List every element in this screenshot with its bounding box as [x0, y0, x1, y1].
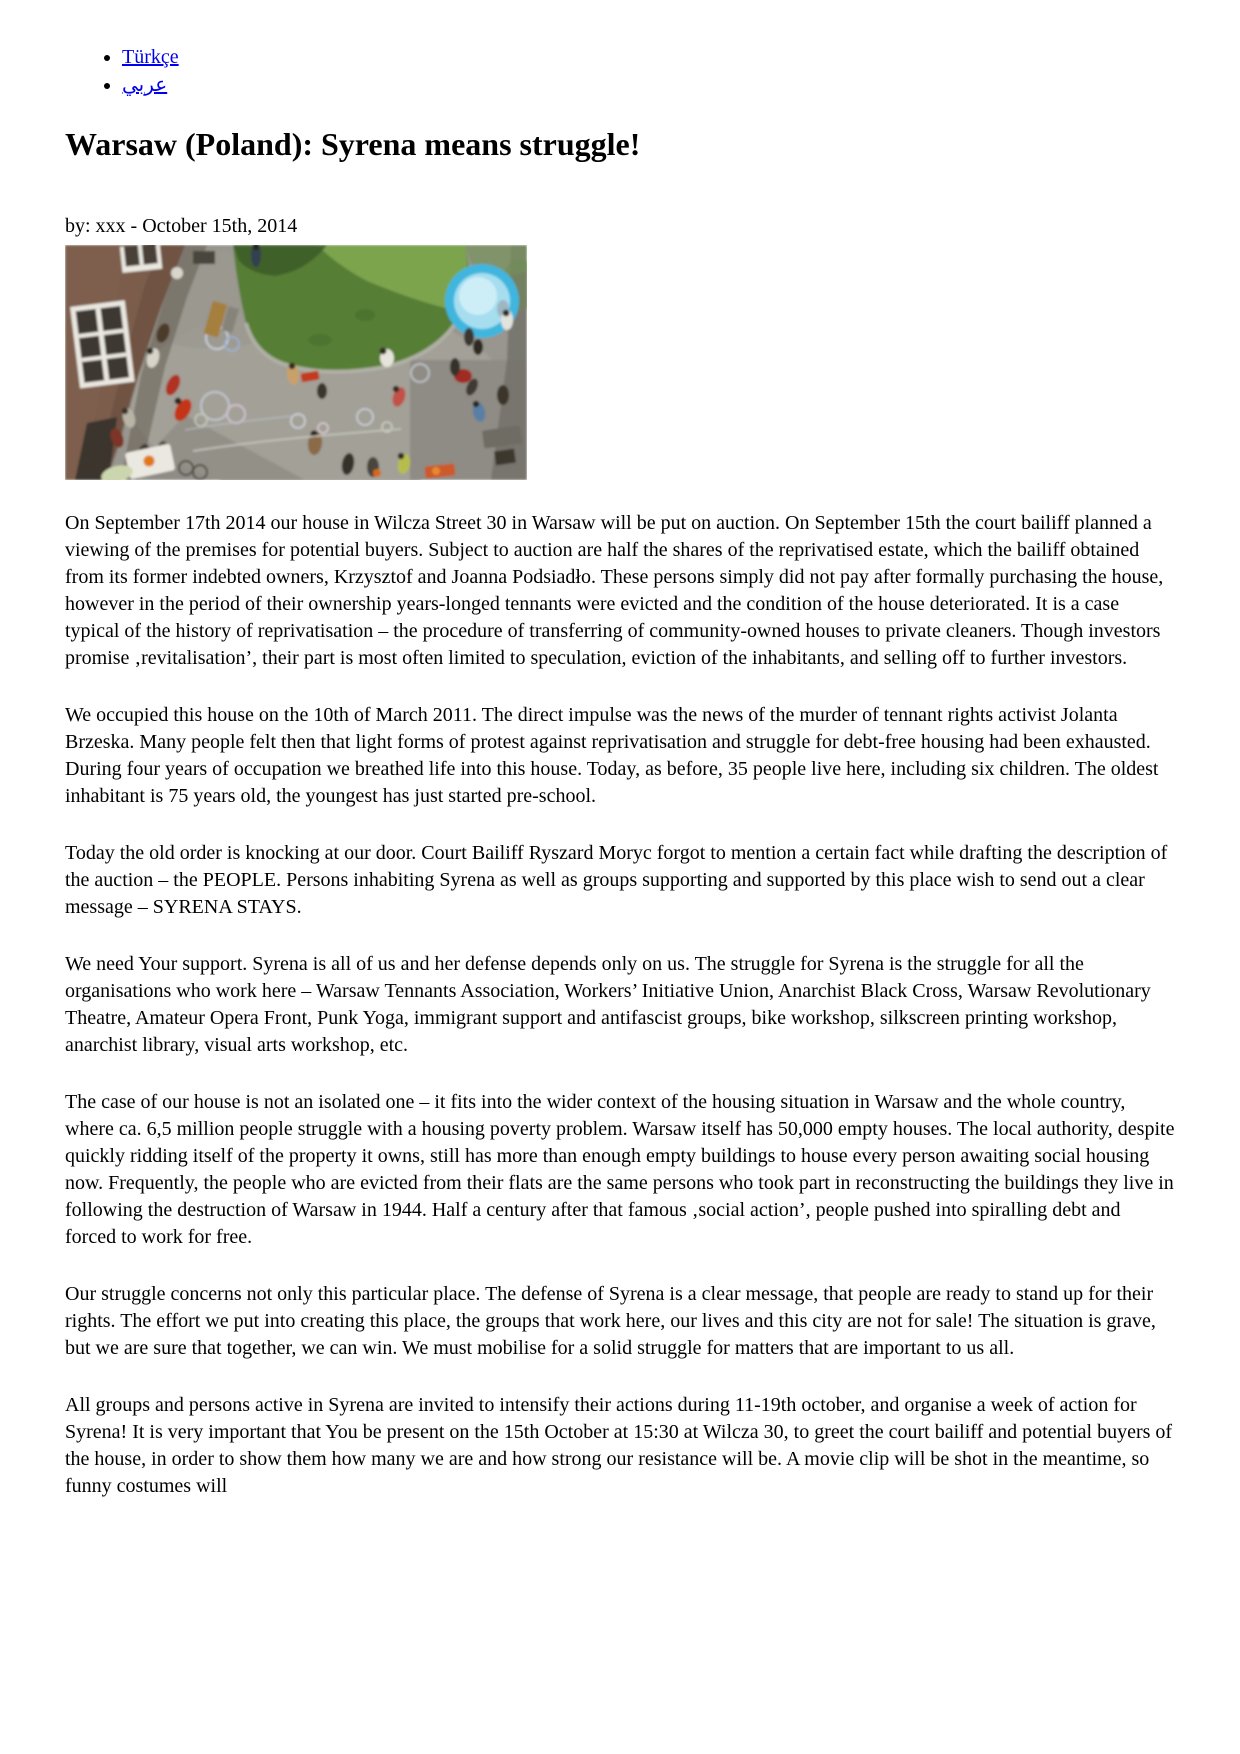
byline: by: xxx - October 15th, 2014: [65, 215, 298, 238]
language-list-item: [122, 44, 1175, 71]
paragraph: Today the old order is knocking at our door. Court Bailiff Ryszard Moryc forgot to mention a certain fact while drafting the description of the auction – the PEOPLE. Persons inhabiting Syrena as well as groups supporting and supported by this place wish to send out a clear message – SYRENA STAYS.: [65, 842, 1168, 919]
article-photo: [65, 245, 527, 480]
paragraph: All groups and persons active in Syrena are invited to intensify their actions during 11-19th october, and organise a week of action for Syrena! It is very important that You be present on the 15th October at 15:30 at Wilcza 30, to greet the court bailiff and potential buyers of the house, in order to show them how many we are and how strong our resistance will be. A movie clip will be shot in the meantime, so funny costumes will: [65, 1394, 1173, 1498]
language-list-item: [122, 72, 1175, 99]
article-body: [65, 510, 1175, 1500]
language-link-arabic[interactable]: عربي: [122, 74, 168, 96]
courtyard-photo-illustration: [65, 245, 527, 480]
paragraph: We need Your support. Syrena is all of us and her defense depends only on us. The struggle for Syrena is the struggle for all the organisations who work here – Warsaw Tennants Association, Workers’ Initiative Union, Anarchist Black Cross, Warsaw Revolutionary Theatre, Amateur Opera Front, Punk Yoga, immigrant support and antifascist groups, bike workshop, silkscreen printing workshop, anarchist library, visual arts workshop, etc.: [65, 953, 1151, 1057]
language-link-turkish[interactable]: Türkçe: [122, 46, 179, 68]
paragraph: We occupied this house on the 10th of March 2011. The direct impulse was the news of the murder of tennant rights activist Jolanta Brzeska. Many people felt then that light forms of protest against reprivatisation and struggle for debt-free housing had been exhausted. During four years of occupation we breathed life into this house. Today, as before, 35 people live here, including six children. The oldest inhabitant is 75 years old, the youngest has just started pre-school.: [65, 704, 1159, 808]
language-list: [65, 44, 1175, 99]
paragraph: On September 17th 2014 our house in Wilcza Street 30 in Warsaw will be put on auction. On September 15th the court bailiff planned a viewing of the premises for potential buyers. Subject to auction are half the shares of the reprivatised estate, which the bailiff obtained from its former indebted owners, Krzysztof and Joanna Podsiadło. These persons simply did not pay after formally purchasing the house, however in the period of their ownership years-longed tennants were evicted and the condition of the house deteriorated. It is a case typical of the history of reprivatisation – the procedure of transferring of community-owned houses to private cleaners. Though investors promise ‚revitalisation’, their part is most often limited to speculation, eviction of the inhabitants, and selling off to further investors.: [65, 512, 1164, 670]
paragraph: Our struggle concerns not only this particular place. The defense of Syrena is a clear message, that people are ready to stand up for their rights. The effort we put into creating this place, the groups that work here, our lives and this city are not for sale! The situation is grave, but we are sure that together, we can win. We must mobilise for a solid struggle for matters that are important to us all.: [65, 1283, 1156, 1360]
page-title: Warsaw (Poland): Syrena means struggle!: [65, 126, 641, 162]
paragraph: The case of our house is not an isolated one – it fits into the wider context of the housing situation in Warsaw and the whole country, where ca. 6,5 million people struggle with a housing poverty problem. Warsaw itself has 50,000 empty houses. The local authority, despite quickly ridding itself of the property it owns, still has more than enough empty buildings to house every person awaiting social housing now. Frequently, the people who are evicted from their flats are the same persons who took part in reconstructing the buildings they live in following the destruction of Warsaw in 1944. Half a century after that famous ‚social action’, people pushed into spiralling debt and forced to work for free.: [65, 1091, 1175, 1249]
